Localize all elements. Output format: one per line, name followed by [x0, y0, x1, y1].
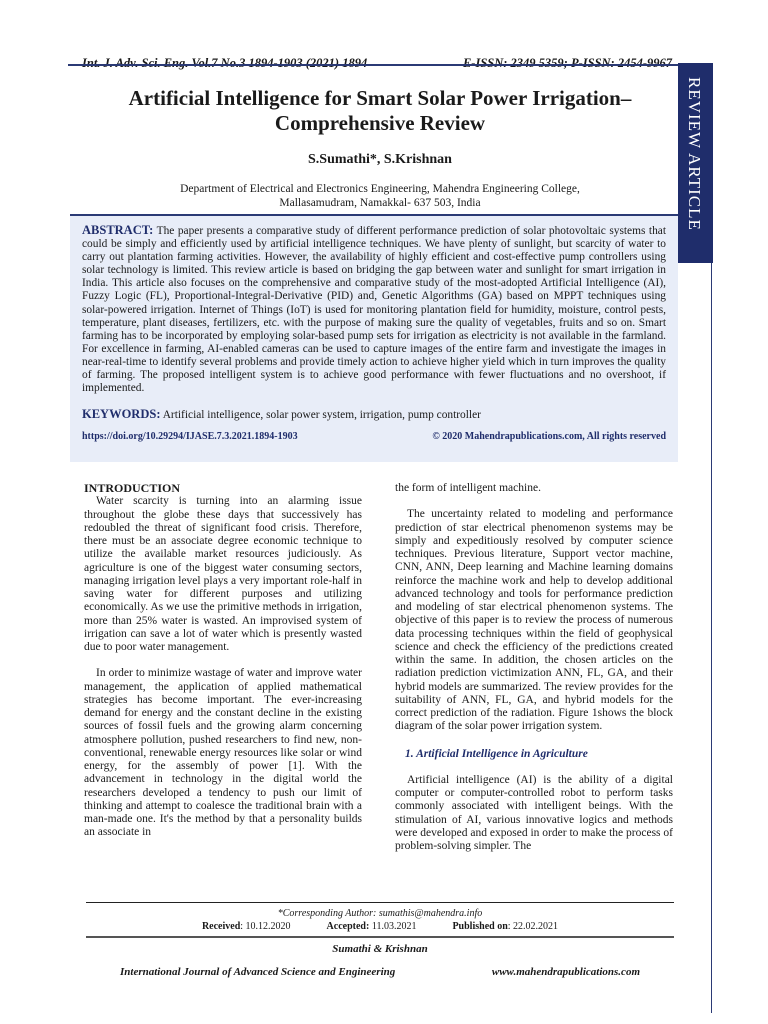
title-line: Comprehensive Review — [274, 111, 486, 135]
website-link[interactable]: www.mahendrapublications.com — [491, 966, 640, 978]
abstract-box — [70, 214, 678, 462]
paragraph: the form of intelligent machine. — [395, 482, 541, 494]
abstract-label: ABSTRACT: — [82, 223, 154, 237]
accepted-value: 11.03.2021 — [369, 921, 417, 932]
copyright: © 2020 Mahendrapublications.com, All rights reserved — [432, 431, 666, 443]
received-value: : 10.12.2020 — [240, 921, 291, 932]
affiliation-line: Mallasamudram, Namakkal- 637 503, India — [279, 197, 481, 209]
side-rule — [711, 263, 712, 1013]
title-line: Artificial Intelligence for Smart Solar Power Irrigation– — [128, 86, 632, 110]
left-column — [84, 482, 362, 840]
abstract — [82, 224, 666, 395]
received-date — [202, 921, 291, 932]
dates-row — [86, 921, 674, 932]
journal-footer — [120, 966, 640, 978]
doi-link[interactable]: https://doi.org/10.29294/IJASE.7.3.2021.1894-1903 — [82, 431, 298, 443]
accepted-date — [327, 921, 417, 932]
accepted-label: Accepted: — [326, 921, 370, 932]
section-heading: 1. Artificial Intelligence in Agriculture — [405, 747, 588, 760]
keywords-text: Artificial intelligence, solar power system, irrigation, pump controller — [160, 409, 481, 422]
paper-title — [80, 86, 680, 136]
published-label: Published on — [452, 921, 508, 932]
abstract-text: The paper presents a comparative study of different performance prediction of solar photovoltaic systems that could be simply and efficiently used by artificial intelligence techniques. We have plenty of sunlight, but scarcity of water to carry out plantation farming activities. However, the availability of highly efficient and cost-effective pump controllers using solar technology is limited. This review article is based on bridging the gap between water and sunlight for smart irrigation in India. This article also focuses on the comprehensive and comparative study of the most-adopted Artificial Intelligence (AI), Fuzzy Logic (FL), Proportional-Integral-Derivative (PID) and, Genetic Algorithms (GA) based on MPPT techniques using solar-powered irrigation. Internet of Things (IoT) is used for monitoring plantation field for humidity, moisture, control pests, temperature, plant diseases, fertilizers, etc. with the purpose of making sure the quality of vegetables, fruits and so on. Smart farming has to be incorporated by employing solar-based pump sets for irrigation as electricity is not available in the farmland. For excellence in farming, AI-enabled cameras can be used to capture images of the entire farm and investigate the images in near-real-time to identify several problems and provide timely action to achieve higher yield which in turn improves the quality of farming. The proposed intelligent system is to achieve good performance with fewer fluctuations and no overshoot, if implemented. — [82, 225, 666, 395]
corresponding-author: *Corresponding Author: sumathis@mahendra.info — [277, 908, 483, 919]
paragraph: In order to minimize wastage of water and improve water management, the application of applied mathematical strategies has become important. The ever-increasing demand for energy and the constant decline in the existing sources of fossil fuels and the growing alarm concerning atmosphere pollution, pushed researchers to find new, non-conventional, renewable energy resources like solar or wind energy, for the assembly of power [1]. With the advancement in technology in the digital world the researchers developed a tendency to push our limit of thinking and attempt to coalesce the traditional brain with a man-made one. It's the method by that a personality builds an associate in — [84, 667, 362, 839]
right-column — [395, 482, 673, 853]
keywords — [82, 408, 666, 422]
authors: S.Sumathi*, S.Krishnan — [308, 152, 452, 167]
issn: E-ISSN: 2349 5359; P-ISSN: 2454-9967 — [462, 56, 672, 70]
header-rule — [68, 64, 678, 66]
article-type-label: REVIEW ARTICLE — [685, 77, 704, 231]
paragraph: Artificial intelligence (AI) is the ability of a digital computer or computer-controlled robot to perform tasks commonly associated with intelligent beings. With the stimulation of AI, various innovative logics and methods were developed and exposed in order to make the process of problem-solving simpler. The — [395, 773, 673, 852]
article-type-band — [678, 63, 713, 263]
paragraph: Water scarcity is turning into an alarming issue throughout the globe these days that successively has redoubled the threat of significant food crisis. Therefore, there must be an associate degree economic technique to utilize the available market resources judiciously. As agriculture is one of the biggest water consuming sectors, managing irrigation level plays a very important role-half in saving water for different purposes and utilizing economically. As we use the primitive methods in irrigation, more than 25% water is wasted. An improvised system of irrigation can save a lot of water which is presently wasted due to poor water management. — [84, 495, 362, 653]
keywords-label: KEYWORDS: — [82, 407, 161, 422]
citation: Int. J. Adv. Sci. Eng. Vol.7 No.3 1894-1903 (2021) 1894 — [82, 56, 368, 70]
footer-rule — [86, 936, 674, 938]
journal-name: International Journal of Advanced Science and Engineering — [120, 966, 396, 978]
paragraph: The uncertainty related to modeling and performance prediction of star electrical phenomenon systems may be simply and expeditiously resolved by computer science techniques. Previous literature, Support vector machine, CNN, ANN, Deep learning and Machine learning domains reinforce the machine work and help to develop additional advanced technology and tools for performance prediction and modeling of star electrical phenomenon systems. The objective of this paper is to review the process of numerous data processing techniques within the field of geophysical science and check the efficiency of the predictions created within the same. In addition, the chosen articles on the radiation prediction victimization ANN, FL, GA, and their hybrid models are summarized. The review provides for the suitability of ANN, FL, GA, and hybrid models for the correct prediction of the radiation. Figure 1shows the block diagram of the solar power irrigation system. — [395, 508, 673, 733]
published-value: : 22.02.2021 — [507, 921, 559, 932]
received-label: Received — [201, 921, 241, 932]
running-authors: Sumathi & Krishnan — [332, 943, 428, 955]
footer-rule — [86, 902, 674, 903]
doi-row — [82, 430, 666, 443]
affiliation-line: Department of Electrical and Electronics Engineering, Mahendra Engineering College, — [180, 183, 580, 195]
section-heading: INTRODUCTION — [84, 481, 181, 495]
affiliation — [80, 182, 680, 210]
published-date — [452, 921, 558, 932]
